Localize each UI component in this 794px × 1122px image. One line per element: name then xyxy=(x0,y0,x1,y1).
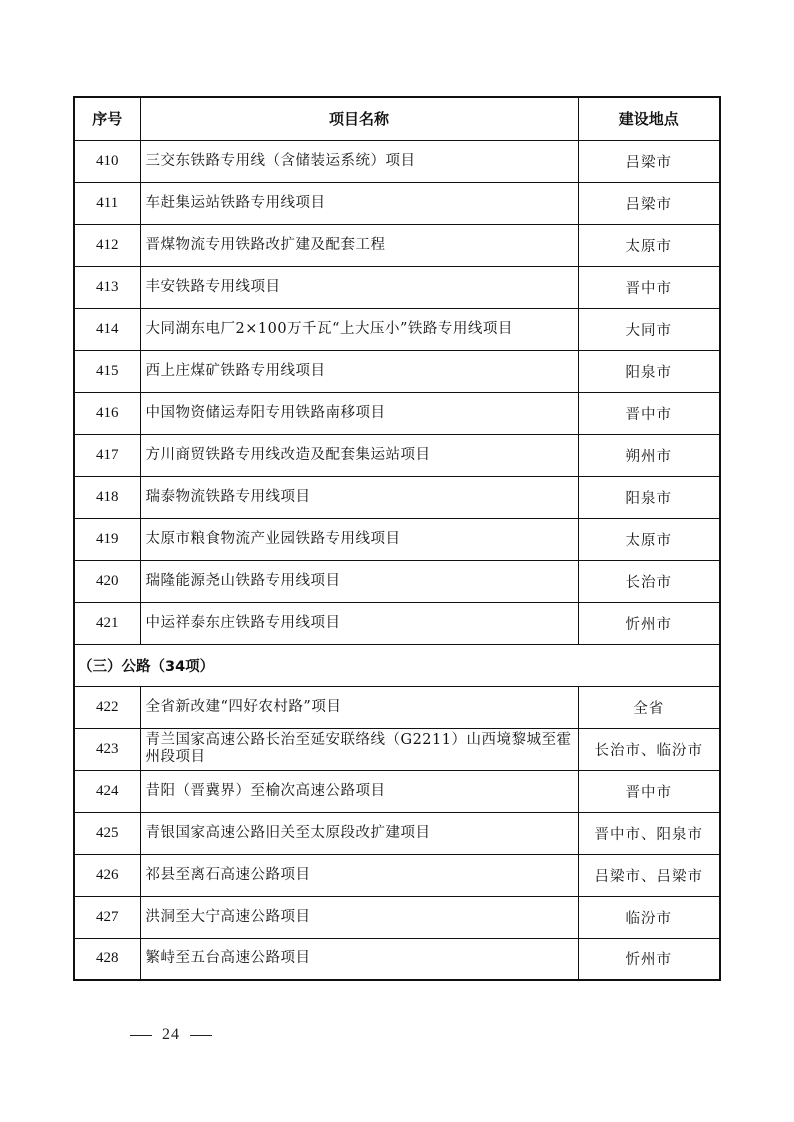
row-location-cell: 长治市 xyxy=(578,560,720,602)
row-seq-cell: 426 xyxy=(74,854,140,896)
section-heading: （三）公路（34项） xyxy=(74,644,720,686)
row-location-cell: 临汾市 xyxy=(578,896,720,938)
row-name-cell: 繁峙至五台高速公路项目 xyxy=(140,938,578,980)
row-name-cell: 全省新改建“四好农村路”项目 xyxy=(140,686,578,728)
row-seq-cell: 418 xyxy=(74,476,140,518)
row-name-cell: 太原市粮食物流产业园铁路专用线项目 xyxy=(140,518,578,560)
table-row xyxy=(74,770,720,812)
table-row xyxy=(74,350,720,392)
table-row xyxy=(74,392,720,434)
row-location-cell: 吕梁市 xyxy=(578,140,720,182)
row-name-cell: 西上庄煤矿铁路专用线项目 xyxy=(140,350,578,392)
row-name-cell: 晋煤物流专用铁路改扩建及配套工程 xyxy=(140,224,578,266)
table-row xyxy=(74,308,720,350)
table-row xyxy=(74,938,720,980)
row-seq-cell: 414 xyxy=(74,308,140,350)
row-seq-cell: 424 xyxy=(74,770,140,812)
row-location-cell: 全省 xyxy=(578,686,720,728)
row-location-cell: 晋中市 xyxy=(578,770,720,812)
row-name-cell: 中运祥泰东庄铁路专用线项目 xyxy=(140,602,578,644)
row-seq-cell: 421 xyxy=(74,602,140,644)
row-location-cell: 太原市 xyxy=(578,224,720,266)
row-location-cell: 朔州市 xyxy=(578,434,720,476)
table-row xyxy=(74,224,720,266)
table-body xyxy=(74,140,720,980)
table-row xyxy=(74,728,720,770)
row-name-cell: 洪洞至大宁高速公路项目 xyxy=(140,896,578,938)
row-location-cell: 晋中市 xyxy=(578,266,720,308)
table-row xyxy=(74,602,720,644)
row-location-cell: 忻州市 xyxy=(578,938,720,980)
page-number-value: 24 xyxy=(162,1026,180,1043)
row-name-cell: 瑞泰物流铁路专用线项目 xyxy=(140,476,578,518)
row-seq-cell: 422 xyxy=(74,686,140,728)
row-name-cell: 车赶集运站铁路专用线项目 xyxy=(140,182,578,224)
table-row xyxy=(74,518,720,560)
row-name-cell: 青银国家高速公路旧关至太原段改扩建项目 xyxy=(140,812,578,854)
row-seq-cell: 410 xyxy=(74,140,140,182)
row-location-cell: 吕梁市、吕梁市 xyxy=(578,854,720,896)
row-location-cell: 大同市 xyxy=(578,308,720,350)
row-seq-cell: 413 xyxy=(74,266,140,308)
row-location-cell: 长治市、临汾市 xyxy=(578,728,720,770)
row-location-cell: 阳泉市 xyxy=(578,476,720,518)
row-location-cell: 晋中市、阳泉市 xyxy=(578,812,720,854)
row-location-cell: 晋中市 xyxy=(578,392,720,434)
page-number-dash-left xyxy=(130,1035,152,1036)
row-location-cell: 吕梁市 xyxy=(578,182,720,224)
header-location: 建设地点 xyxy=(578,97,720,140)
row-location-cell: 太原市 xyxy=(578,518,720,560)
row-name-cell: 大同湖东电厂2×100万千瓦“上大压小”铁路专用线项目 xyxy=(140,308,578,350)
row-name-cell: 昔阳（晋冀界）至榆次高速公路项目 xyxy=(140,770,578,812)
table-row xyxy=(74,560,720,602)
row-seq-cell: 420 xyxy=(74,560,140,602)
header-name: 项目名称 xyxy=(140,97,578,140)
page-number-dash-right xyxy=(190,1035,212,1036)
table-row xyxy=(74,434,720,476)
row-seq-cell: 415 xyxy=(74,350,140,392)
row-seq-cell: 419 xyxy=(74,518,140,560)
row-name-cell: 瑞隆能源尧山铁路专用线项目 xyxy=(140,560,578,602)
row-seq-cell: 412 xyxy=(74,224,140,266)
row-name-cell: 三交东铁路专用线（含储装运系统）项目 xyxy=(140,140,578,182)
row-seq-cell: 416 xyxy=(74,392,140,434)
table-row xyxy=(74,140,720,182)
table-row xyxy=(74,686,720,728)
table-row xyxy=(74,812,720,854)
table-row xyxy=(74,266,720,308)
row-name-cell: 丰安铁路专用线项目 xyxy=(140,266,578,308)
row-seq-cell: 423 xyxy=(74,728,140,770)
table-row xyxy=(74,896,720,938)
row-location-cell: 忻州市 xyxy=(578,602,720,644)
row-seq-cell: 411 xyxy=(74,182,140,224)
section-heading-row xyxy=(74,644,720,686)
row-name-cell: 青兰国家高速公路长治至延安联络线（G2211）山西境黎城至霍州段项目 xyxy=(140,728,578,770)
page-number xyxy=(120,1026,222,1044)
table-header-row xyxy=(74,97,720,140)
row-name-cell: 祁县至离石高速公路项目 xyxy=(140,854,578,896)
row-location-cell: 阳泉市 xyxy=(578,350,720,392)
row-name-cell: 方川商贸铁路专用线改造及配套集运站项目 xyxy=(140,434,578,476)
table-row xyxy=(74,854,720,896)
header-seq: 序号 xyxy=(74,97,140,140)
row-seq-cell: 425 xyxy=(74,812,140,854)
table-row xyxy=(74,476,720,518)
row-name-cell: 中国物资储运寿阳专用铁路南移项目 xyxy=(140,392,578,434)
row-seq-cell: 427 xyxy=(74,896,140,938)
row-seq-cell: 428 xyxy=(74,938,140,980)
table-row xyxy=(74,182,720,224)
project-table xyxy=(73,96,721,981)
row-seq-cell: 417 xyxy=(74,434,140,476)
